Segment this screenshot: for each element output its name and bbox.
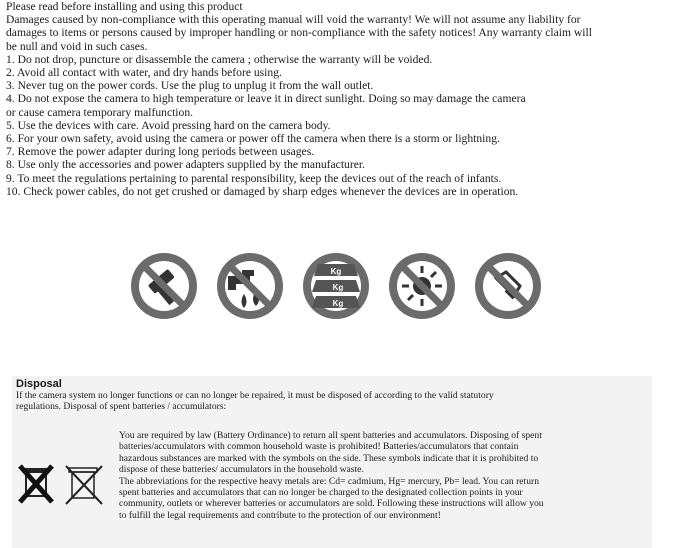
disposal-body-line: spent batteries and accumulators that can no longer be charged to the designated collection points in your	[119, 487, 523, 499]
rule-item: 2. Avoid all contact with water, and dry hands before using.	[6, 66, 282, 80]
weight-label: Kg	[330, 267, 342, 276]
disposal-intro-line: If the camera system no longer functions or can no longer be repaired, it must be disposed of according to the valid statutory	[16, 390, 494, 401]
rule-item: 1. Do not drop, puncture or disassemble the camera ; otherwise the warranty will be voided.	[6, 52, 433, 66]
intro-line: damages to items or persons caused by improper handling or non-compliance with the safety notices! Any warranty claim will	[6, 26, 592, 40]
no-water-icon	[214, 250, 286, 322]
disposal-intro-line: regulations. Disposal of spent batteries / accumulators:	[16, 401, 227, 413]
disposal-body-line: hazardous substances are marked with the symbols on the side. These symbols indicate that it is prohibited to	[119, 452, 539, 464]
weight-label: Kg	[332, 283, 344, 292]
no-weight-icon	[300, 250, 372, 322]
disposal-body-line: You are required by law (Battery Ordinance) to return all spent batteries and accumulators. Disposing of spent	[119, 430, 542, 441]
no-hammer-icon	[128, 250, 200, 322]
no-sunlight-icon	[386, 250, 458, 322]
rule-item: 3. Never tug on the power cords. Use the plug to unplug it from the wall outlet.	[6, 79, 374, 93]
disposal-section	[12, 376, 652, 548]
intro-line: be null and void in such cases.	[6, 39, 148, 53]
disposal-body-line: to fulfill the legal requirements and contribute to the protection of our environment!	[119, 509, 441, 521]
rule-item: or cause camera temporary malfunction.	[6, 105, 194, 119]
warning-icons	[128, 250, 548, 322]
disposal-title: Disposal	[16, 378, 62, 390]
disposal-body-line: The abbreviations for the respective heavy metals are: Cd= cadmium, Hg= mercury, Pb= lead. You can return	[119, 475, 540, 487]
no-tamper-icon	[472, 250, 544, 322]
intro-line: Please read before installing and using this product	[6, 0, 243, 13]
disposal-body-line: dispose of these batteries/ accumulators in the household waste.	[119, 464, 364, 476]
disposal-body-line: community, outlets or wherever batteries or accumulators are sold. Following these instructions will allow you	[119, 498, 544, 510]
crossed-bin-icon	[20, 466, 52, 502]
disposal-body-line: batteries/accumulators with common household waste is prohibited! Batteries/accumulators that contain	[119, 441, 519, 453]
crossed-bin-outline-icon	[66, 466, 102, 504]
battery-disposal-symbols	[18, 464, 114, 506]
rule-item: 4. Do not expose the camera to high temperature or leave it in direct sunlight. Doing so may damage the camera	[6, 92, 526, 106]
rule-item: 9. To meet the regulations pertaining to parental responsibility, keep the devices out of the reach of infants.	[6, 171, 502, 185]
rule-item: 10. Check power cables, do not get crushed or damaged by sharp edges whenever the devices are in operation.	[6, 184, 519, 198]
rule-item: 6. For your own safety, avoid using the camera or power off the camera when there is a storm or lightning.	[6, 132, 500, 146]
intro-line: Damages caused by non-compliance with this operating manual will void the warranty! We will not assume any liability for	[6, 13, 581, 27]
safety-instructions	[6, 0, 670, 198]
rule-item: 7. Remove the power adapter during long periods between usages.	[6, 145, 315, 159]
rule-item: 5. Use the devices with care. Avoid pressing hard on the camera body.	[6, 118, 331, 132]
disposal-body	[119, 430, 647, 521]
rule-item: 8. Use only the accessories and power adapters supplied by the manufacturer.	[6, 158, 365, 172]
weight-label: Kg	[332, 299, 344, 308]
